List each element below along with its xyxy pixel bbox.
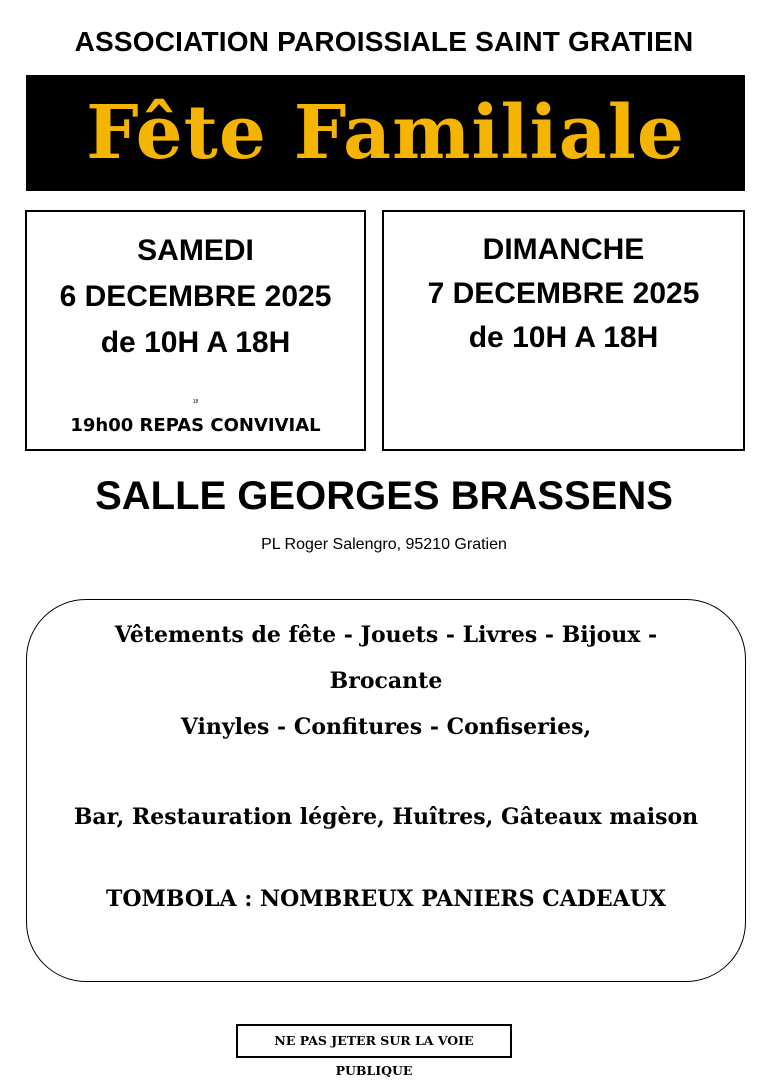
saturday-hours: de 10H A 18H: [100, 326, 291, 359]
event-title-banner: [26, 75, 745, 191]
footer-note: NE PAS JETER SUR LA VOIE PUBLIQUE: [236, 1024, 512, 1058]
venue-name: SALLE GEORGES BRASSENS: [95, 474, 673, 518]
offer-box: [26, 599, 746, 982]
saturday-day: SAMEDI: [137, 234, 254, 267]
saturday-tiny-mark: 18: [192, 399, 199, 405]
offer-line-4: Bar, Restauration légère, Huîtres, Gâteaux maison: [73, 804, 699, 830]
offer-line-3: Vinyles - Confitures - Confiseries,: [180, 714, 592, 740]
saturday-date: 6 DECEMBRE 2025: [59, 280, 332, 313]
saturday-evening-meal: 19h00 REPAS CONVIVIAL: [70, 415, 321, 436]
event-title: Fête Familiale: [86, 90, 685, 176]
sunday-hours: de 10H A 18H: [468, 321, 659, 354]
sunday-box: [382, 210, 745, 451]
venue-address: PL Roger Salengro, 95210 Gratien: [261, 536, 507, 553]
sunday-date: 7 DECEMBRE 2025: [427, 277, 700, 310]
sunday-day: DIMANCHE: [482, 233, 645, 266]
saturday-box: [25, 210, 366, 451]
offer-line-1: Vêtements de fête - Jouets - Livres - Bijoux -: [114, 622, 658, 648]
offer-line-2: Brocante: [329, 668, 443, 694]
offer-line-5: TOMBOLA : NOMBREUX PANIERS CADEAUX: [106, 886, 666, 912]
organization-name: ASSOCIATION PAROISSIALE SAINT GRATIEN: [74, 26, 694, 57]
